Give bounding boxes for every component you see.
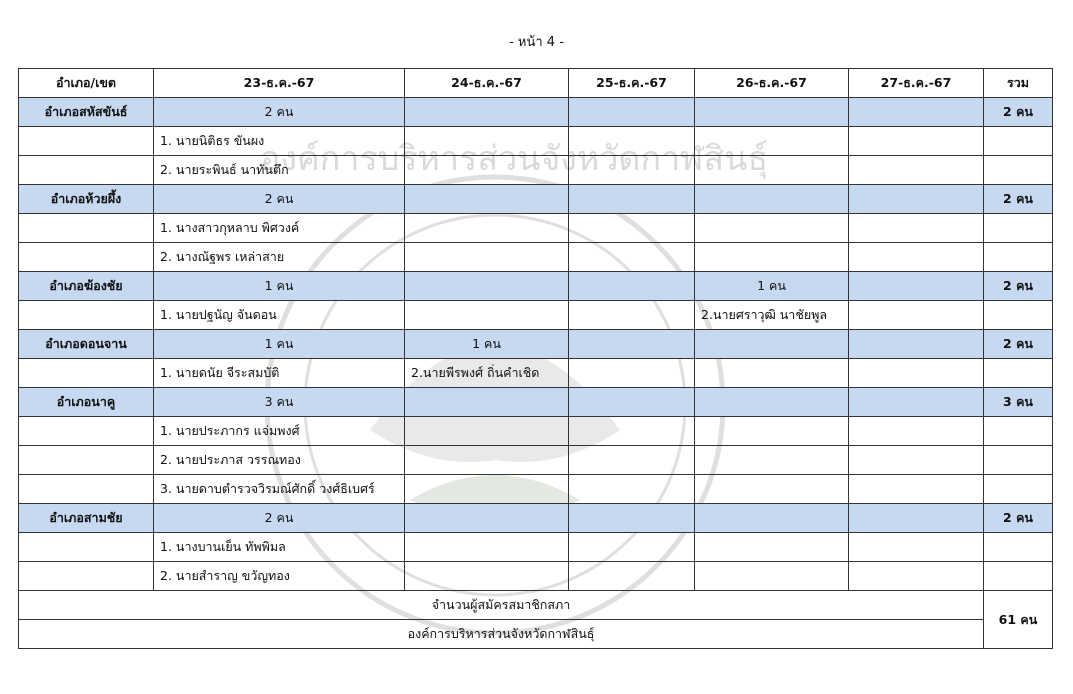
candidate-name-cell (695, 475, 849, 504)
empty-cell (19, 359, 154, 388)
empty-cell (984, 156, 1053, 185)
candidate-row (19, 446, 1053, 475)
candidate-name-cell (849, 156, 984, 185)
day-count-cell (405, 272, 569, 301)
district-total: 2 คน (984, 98, 1053, 127)
district-row (19, 504, 1053, 533)
candidate-name-cell (849, 359, 984, 388)
day-count-cell (695, 388, 849, 417)
candidate-name-cell (695, 214, 849, 243)
candidate-name-cell: 1. นายดนัย จีระสมบัติ (154, 359, 405, 388)
candidate-name-cell (849, 214, 984, 243)
candidate-name-cell (405, 243, 569, 272)
day-count-cell (569, 388, 695, 417)
day-count-cell (569, 330, 695, 359)
district-total: 2 คน (984, 272, 1053, 301)
candidate-name-cell (405, 214, 569, 243)
empty-cell (984, 417, 1053, 446)
candidate-name-cell (569, 533, 695, 562)
day-count-cell: 1 คน (154, 272, 405, 301)
candidate-name-cell (695, 533, 849, 562)
district-name: อำเภอดอนจาน (19, 330, 154, 359)
candidate-name-cell (849, 475, 984, 504)
candidate-row (19, 301, 1053, 330)
district-row (19, 98, 1053, 127)
candidate-name-cell (569, 562, 695, 591)
candidate-name-cell (849, 562, 984, 591)
col-header-date: 27-ธ.ค.-67 (849, 69, 984, 98)
empty-cell (19, 417, 154, 446)
candidate-row (19, 243, 1053, 272)
candidate-row (19, 475, 1053, 504)
empty-cell (984, 562, 1053, 591)
empty-cell (984, 446, 1053, 475)
day-count-cell: 1 คน (405, 330, 569, 359)
day-count-cell (569, 185, 695, 214)
candidate-name-cell: 2.นายศราวุฒิ นาชัยพูล (695, 301, 849, 330)
day-count-cell (849, 185, 984, 214)
watermark-text: องค์การบริหารส่วนจังหวัดกาฬสินธุ์ (260, 139, 769, 179)
candidate-name-cell (569, 214, 695, 243)
candidate-row (19, 127, 1053, 156)
candidate-name-cell (569, 243, 695, 272)
candidate-name-cell: 1. นายประภากร แจ่มพงศ์ (154, 417, 405, 446)
candidate-name-cell (695, 417, 849, 446)
candidate-name-cell (569, 446, 695, 475)
day-count-cell (695, 98, 849, 127)
candidate-name-cell: 2. นางณัฐพร เหล่าสาย (154, 243, 405, 272)
col-header-date: 25-ธ.ค.-67 (569, 69, 695, 98)
district-name: อำเภอห้วยผึ้ง (19, 185, 154, 214)
col-header-district: อำเภอ/เขต (19, 69, 154, 98)
district-name: อำเภอฆ้องชัย (19, 272, 154, 301)
grand-total: 61 คน (984, 591, 1053, 649)
empty-cell (19, 446, 154, 475)
day-count-cell (405, 504, 569, 533)
day-count-cell: 2 คน (154, 504, 405, 533)
empty-cell (19, 475, 154, 504)
district-name: อำเภอสามชัย (19, 504, 154, 533)
day-count-cell: 1 คน (695, 272, 849, 301)
candidate-name-cell: 1. นางบานเย็น ทัพพิมล (154, 533, 405, 562)
empty-cell (984, 301, 1053, 330)
candidate-name-cell: 2. นายระพินธ์ นาทันตึก (154, 156, 405, 185)
empty-cell (984, 127, 1053, 156)
candidate-name-cell (569, 156, 695, 185)
candidate-name-cell (405, 156, 569, 185)
empty-cell (19, 214, 154, 243)
day-count-cell: 1 คน (154, 330, 405, 359)
footer-row (19, 620, 1053, 649)
empty-cell (984, 533, 1053, 562)
candidate-name-cell (849, 533, 984, 562)
empty-cell (984, 214, 1053, 243)
col-header-date: 26-ธ.ค.-67 (695, 69, 849, 98)
day-count-cell (695, 504, 849, 533)
candidate-name-cell (405, 127, 569, 156)
candidate-name-cell: 1. นายนิติธร ขันผง (154, 127, 405, 156)
day-count-cell (849, 504, 984, 533)
candidate-name-cell (405, 562, 569, 591)
candidate-name-cell (405, 446, 569, 475)
candidate-name-cell (695, 562, 849, 591)
day-count-cell (695, 330, 849, 359)
footer-label-line2: องค์การบริหารส่วนจังหวัดกาฬสินธุ์ (19, 620, 984, 649)
district-total: 2 คน (984, 504, 1053, 533)
empty-cell (984, 475, 1053, 504)
candidate-name-cell: 3. นายดาบตำรวจวิรมณ์ศักดิ์ วงศ์ธิเบศร์ (154, 475, 405, 504)
empty-cell (19, 243, 154, 272)
empty-cell (19, 533, 154, 562)
empty-cell (19, 301, 154, 330)
candidate-name-cell (695, 243, 849, 272)
empty-cell (984, 243, 1053, 272)
district-name: อำเภอนาคู (19, 388, 154, 417)
district-row (19, 185, 1053, 214)
candidate-name-cell (849, 301, 984, 330)
day-count-cell: 2 คน (154, 98, 405, 127)
day-count-cell (849, 330, 984, 359)
candidate-name-cell (849, 127, 984, 156)
candidate-row (19, 533, 1053, 562)
header-row (19, 69, 1053, 98)
col-header-total: รวม (984, 69, 1053, 98)
day-count-cell (849, 272, 984, 301)
day-count-cell (405, 388, 569, 417)
candidate-name-cell (405, 475, 569, 504)
candidate-name-cell (695, 446, 849, 475)
schedule-table (18, 68, 1053, 649)
day-count-cell: 3 คน (154, 388, 405, 417)
footer-label-line1: จำนวนผู้สมัครสมาชิกสภา (19, 591, 984, 620)
empty-cell (19, 156, 154, 185)
candidate-name-cell: 1. นายปฐนัญ จันดอน (154, 301, 405, 330)
candidate-name-cell: 1. นางสาวกุหลาบ พิศวงค์ (154, 214, 405, 243)
district-row (19, 330, 1053, 359)
candidate-name-cell (405, 301, 569, 330)
day-count-cell (569, 272, 695, 301)
candidate-row (19, 214, 1053, 243)
district-total: 2 คน (984, 330, 1053, 359)
candidate-name-cell (405, 417, 569, 446)
day-count-cell: 2 คน (154, 185, 405, 214)
district-row (19, 388, 1053, 417)
candidate-row (19, 417, 1053, 446)
candidate-name-cell (849, 243, 984, 272)
candidate-row (19, 156, 1053, 185)
day-count-cell (695, 185, 849, 214)
candidate-name-cell (569, 359, 695, 388)
empty-cell (984, 359, 1053, 388)
day-count-cell (849, 388, 984, 417)
candidate-name-cell (849, 446, 984, 475)
candidate-name-cell (695, 359, 849, 388)
day-count-cell (569, 504, 695, 533)
district-total: 2 คน (984, 185, 1053, 214)
candidate-name-cell (849, 417, 984, 446)
day-count-cell (849, 98, 984, 127)
empty-cell (19, 127, 154, 156)
candidate-name-cell (405, 533, 569, 562)
footer-row (19, 591, 1053, 620)
candidate-name-cell: 2. นายประภาส วรรณทอง (154, 446, 405, 475)
candidate-name-cell (569, 301, 695, 330)
candidate-name-cell: 2. นายสำราญ ขวัญทอง (154, 562, 405, 591)
day-count-cell (405, 98, 569, 127)
candidate-name-cell (695, 127, 849, 156)
day-count-cell (405, 185, 569, 214)
district-row (19, 272, 1053, 301)
candidate-row (19, 359, 1053, 388)
candidate-name-cell (569, 417, 695, 446)
col-header-date: 24-ธ.ค.-67 (405, 69, 569, 98)
page-number-header: - หน้า 4 - (509, 35, 564, 50)
candidate-name-cell (695, 156, 849, 185)
col-header-date: 23-ธ.ค.-67 (154, 69, 405, 98)
district-total: 3 คน (984, 388, 1053, 417)
candidate-row (19, 562, 1053, 591)
candidate-name-cell (569, 127, 695, 156)
candidate-name-cell (569, 475, 695, 504)
day-count-cell (569, 98, 695, 127)
district-name: อำเภอสหัสขันธ์ (19, 98, 154, 127)
candidate-name-cell: 2.นายพีรพงศ์ ถิ่นคำเชิด (405, 359, 569, 388)
empty-cell (19, 562, 154, 591)
